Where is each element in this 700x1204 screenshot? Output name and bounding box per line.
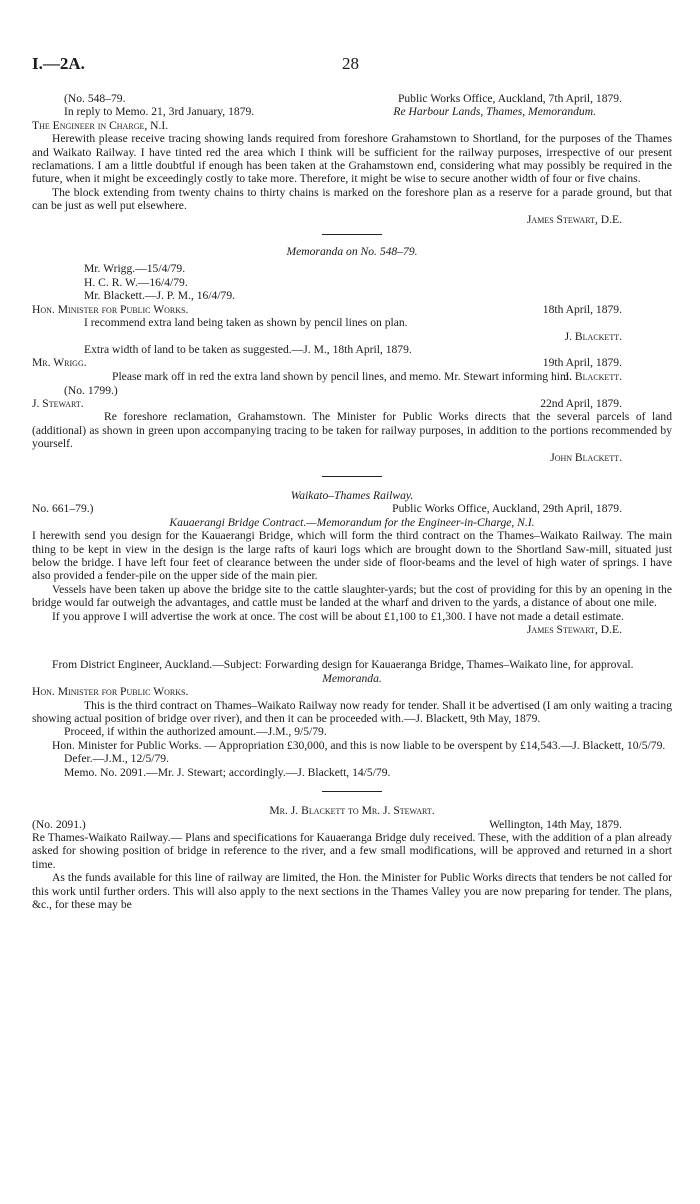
letter2-header xyxy=(32,502,672,515)
memo2-to-minister: Hon. Minister for Public Works. xyxy=(32,685,189,699)
letter2-title: Waikato–Thames Railway. xyxy=(290,488,414,502)
divider xyxy=(322,234,382,235)
letter2-ref: No. 661–79.) xyxy=(32,502,94,516)
letter1-office: Public Works Office, Auckland, 7th April, 1879. xyxy=(397,92,622,105)
letter2-subject: Kauaerangi Bridge Contract.—Memorandum for the Engineer-in-Charge, N.I. xyxy=(169,515,535,529)
letter2-office: Public Works Office, Auckland, 29th April, 1879. xyxy=(392,502,622,516)
letter1-header xyxy=(32,92,672,105)
memo1-line1: Mr. Wrigg.—15/4/79. xyxy=(84,262,186,276)
page-header xyxy=(32,54,672,76)
letter1-para2: The block extending from twenty chains to thirty chains is marked on the foreshore plan as a reserve for a parade ground, but that can be just as well put elsewhere. xyxy=(32,185,672,213)
memo1-date1: 18th April, 1879. xyxy=(542,302,622,316)
memo1-no1799: (No. 1799.) xyxy=(64,383,118,397)
letter3-para2: As the funds available for this line of railway are limited, the Hon. the Minister for Public Works directs that tenders be not called for this work until further orders. This will also apply to the next sections in the Thames Valley you are now preparing for tender. The plans, &c., for these may be xyxy=(32,871,672,911)
memo1-extra: Extra width of land to be taken as suggested.—J. M., 18th April, 1879. xyxy=(84,342,412,356)
memo1-please-mark: Please mark off in red the extra land shown by pencil lines, and memo. Mr. Stewart informing him. xyxy=(112,369,572,383)
page-number: 28 xyxy=(342,54,359,73)
memo1-sig1: J. Blackett. xyxy=(564,329,622,343)
memo1-line2: H. C. R. W.—16/4/79. xyxy=(84,275,188,289)
letter1-reply-row xyxy=(32,105,672,118)
letter3-header xyxy=(32,818,672,831)
memo1-title: Memoranda on No. 548–79. xyxy=(286,245,418,259)
letter1-signature: James Stewart, D.E. xyxy=(526,212,622,226)
memo1-foreshore: Re foreshore reclamation, Grahamstown. The Minister for Public Works directs that the several parcels of land (additional) as shown in green upon accompanying tracing to be taken for railway purposes, in addition to the portions recommended by yourself. xyxy=(32,410,672,451)
memo2-third: This is the third contract on Thames–Waikato Railway now ready for tender. Shall it be advertised (I am only waiting a tracing showing actual position of bridge over river), and then it can be proceeded with.—J. Blackett, 9th May, 1879. xyxy=(32,698,672,726)
memo1-line3: Mr. Blackett.—J. P. M., 16/4/79. xyxy=(84,289,236,303)
memo1-to-stewart: J. Stewart. xyxy=(32,396,84,410)
memo1-to-wrigg: Mr. Wrigg. xyxy=(32,356,87,370)
memo1-minister-row xyxy=(32,303,672,316)
memo2-from: From District Engineer, Auckland.—Subject: Forwarding design for Kauaeranga Bridge, Thames–Waikato line, for approval. xyxy=(52,658,634,672)
letter1-para1: Herewith please receive tracing showing lands required from foreshore Grahamstown to Shortland, for the purposes of the Thames and Waikato Railway. I have tinted red the area which I think will be sufficient for the railway purposes, irrespective of our present reclamations. I am a little doubtful if enough has been taken at the Grahamstown end, considering what may possibly be required in the future, when it might be exceedingly costly to take more. Therefore, it might be wise to secure another width of four or five chains. xyxy=(32,132,672,186)
memo2-appropriation: Hon. Minister for Public Works. — Appropriation £30,000, and this is now liable to be overspent by £14,543.—J. Blackett, 10/5/79. xyxy=(52,738,666,752)
letter3-title: Mr. J. Blackett to Mr. J. Stewart. xyxy=(269,804,435,818)
memo1-sig2: J. Blackett. xyxy=(564,370,622,384)
divider xyxy=(322,791,382,792)
letter2-para2: Vessels have been taken up above the bridge site to the cattle slaughter-yards; but the cost of providing for this by an opening in the bridge would far outweigh the advantages, and cattle must be landed at the wharf and driven to the yards, a distance of about one mile. xyxy=(32,582,672,610)
letter1-reply: In reply to Memo. 21, 3rd January, 1879. xyxy=(64,105,255,119)
memo1-date3: 22nd April, 1879. xyxy=(540,396,622,410)
letter3-para1: Re Thames-Waikato Railway.— Plans and specifications for Kauaeranga Bridge duly received. These, with the addition of a plan already asked for showing position of bridge in reference to the river, and a few small modifications, will be approved and returned in a short time. xyxy=(32,830,672,871)
document-reference: I.—2A. xyxy=(32,54,85,73)
letter3-ref: (No. 2091.) xyxy=(32,817,86,831)
memo1-sig3: John Blackett. xyxy=(550,450,622,464)
letter1-addressee: The Engineer in Charge, N.I. xyxy=(32,118,169,132)
divider xyxy=(322,476,382,477)
memo2-defer: Defer.—J.M., 12/5/79. xyxy=(64,752,169,766)
memo1-stewart-row xyxy=(32,397,672,410)
document-body xyxy=(32,92,672,911)
memo2-title: Memoranda. xyxy=(322,671,382,685)
letter3-place-date: Wellington, 14th May, 1879. xyxy=(489,817,622,831)
memo1-date2: 19th April, 1879. xyxy=(542,356,622,370)
memo2-proceed: Proceed, if within the authorized amount.—J.M., 9/5/79. xyxy=(64,725,327,739)
memo2-memo-no: Memo. No. 2091.—Mr. J. Stewart; accordingly.—J. Blackett, 14/5/79. xyxy=(64,765,391,779)
letter1-re: Re Harbour Lands, Thames, Memorandum. xyxy=(393,105,596,119)
letter1-ref: (No. 548–79. xyxy=(64,92,126,105)
letter2-signature: James Stewart, D.E. xyxy=(526,623,622,637)
memo1-wrigg-row xyxy=(32,356,672,369)
memo1-recommend: I recommend extra land being taken as shown by pencil lines on plan. xyxy=(84,316,408,330)
letter2-para1: I herewith send you design for the Kauaerangi Bridge, which will form the third contract on the Thames–Waikato Railway. The main thing to be kept in view in the design is the large rafts of kauri logs which are brought down to the Shortland Saw-mill, situated just below the bridge. I have left four feet of clearance between the under side of floor-beams and the level of high water of springs. I have also provided a fender-pile on the upper side of the main pier. xyxy=(32,529,672,583)
letter2-para3: If you approve I will advertise the work at once. The cost will be about £1,100 to £1,300. I have not made a detail estimate. xyxy=(52,609,624,623)
memo1-to-minister: Hon. Minister for Public Works. xyxy=(32,302,189,316)
